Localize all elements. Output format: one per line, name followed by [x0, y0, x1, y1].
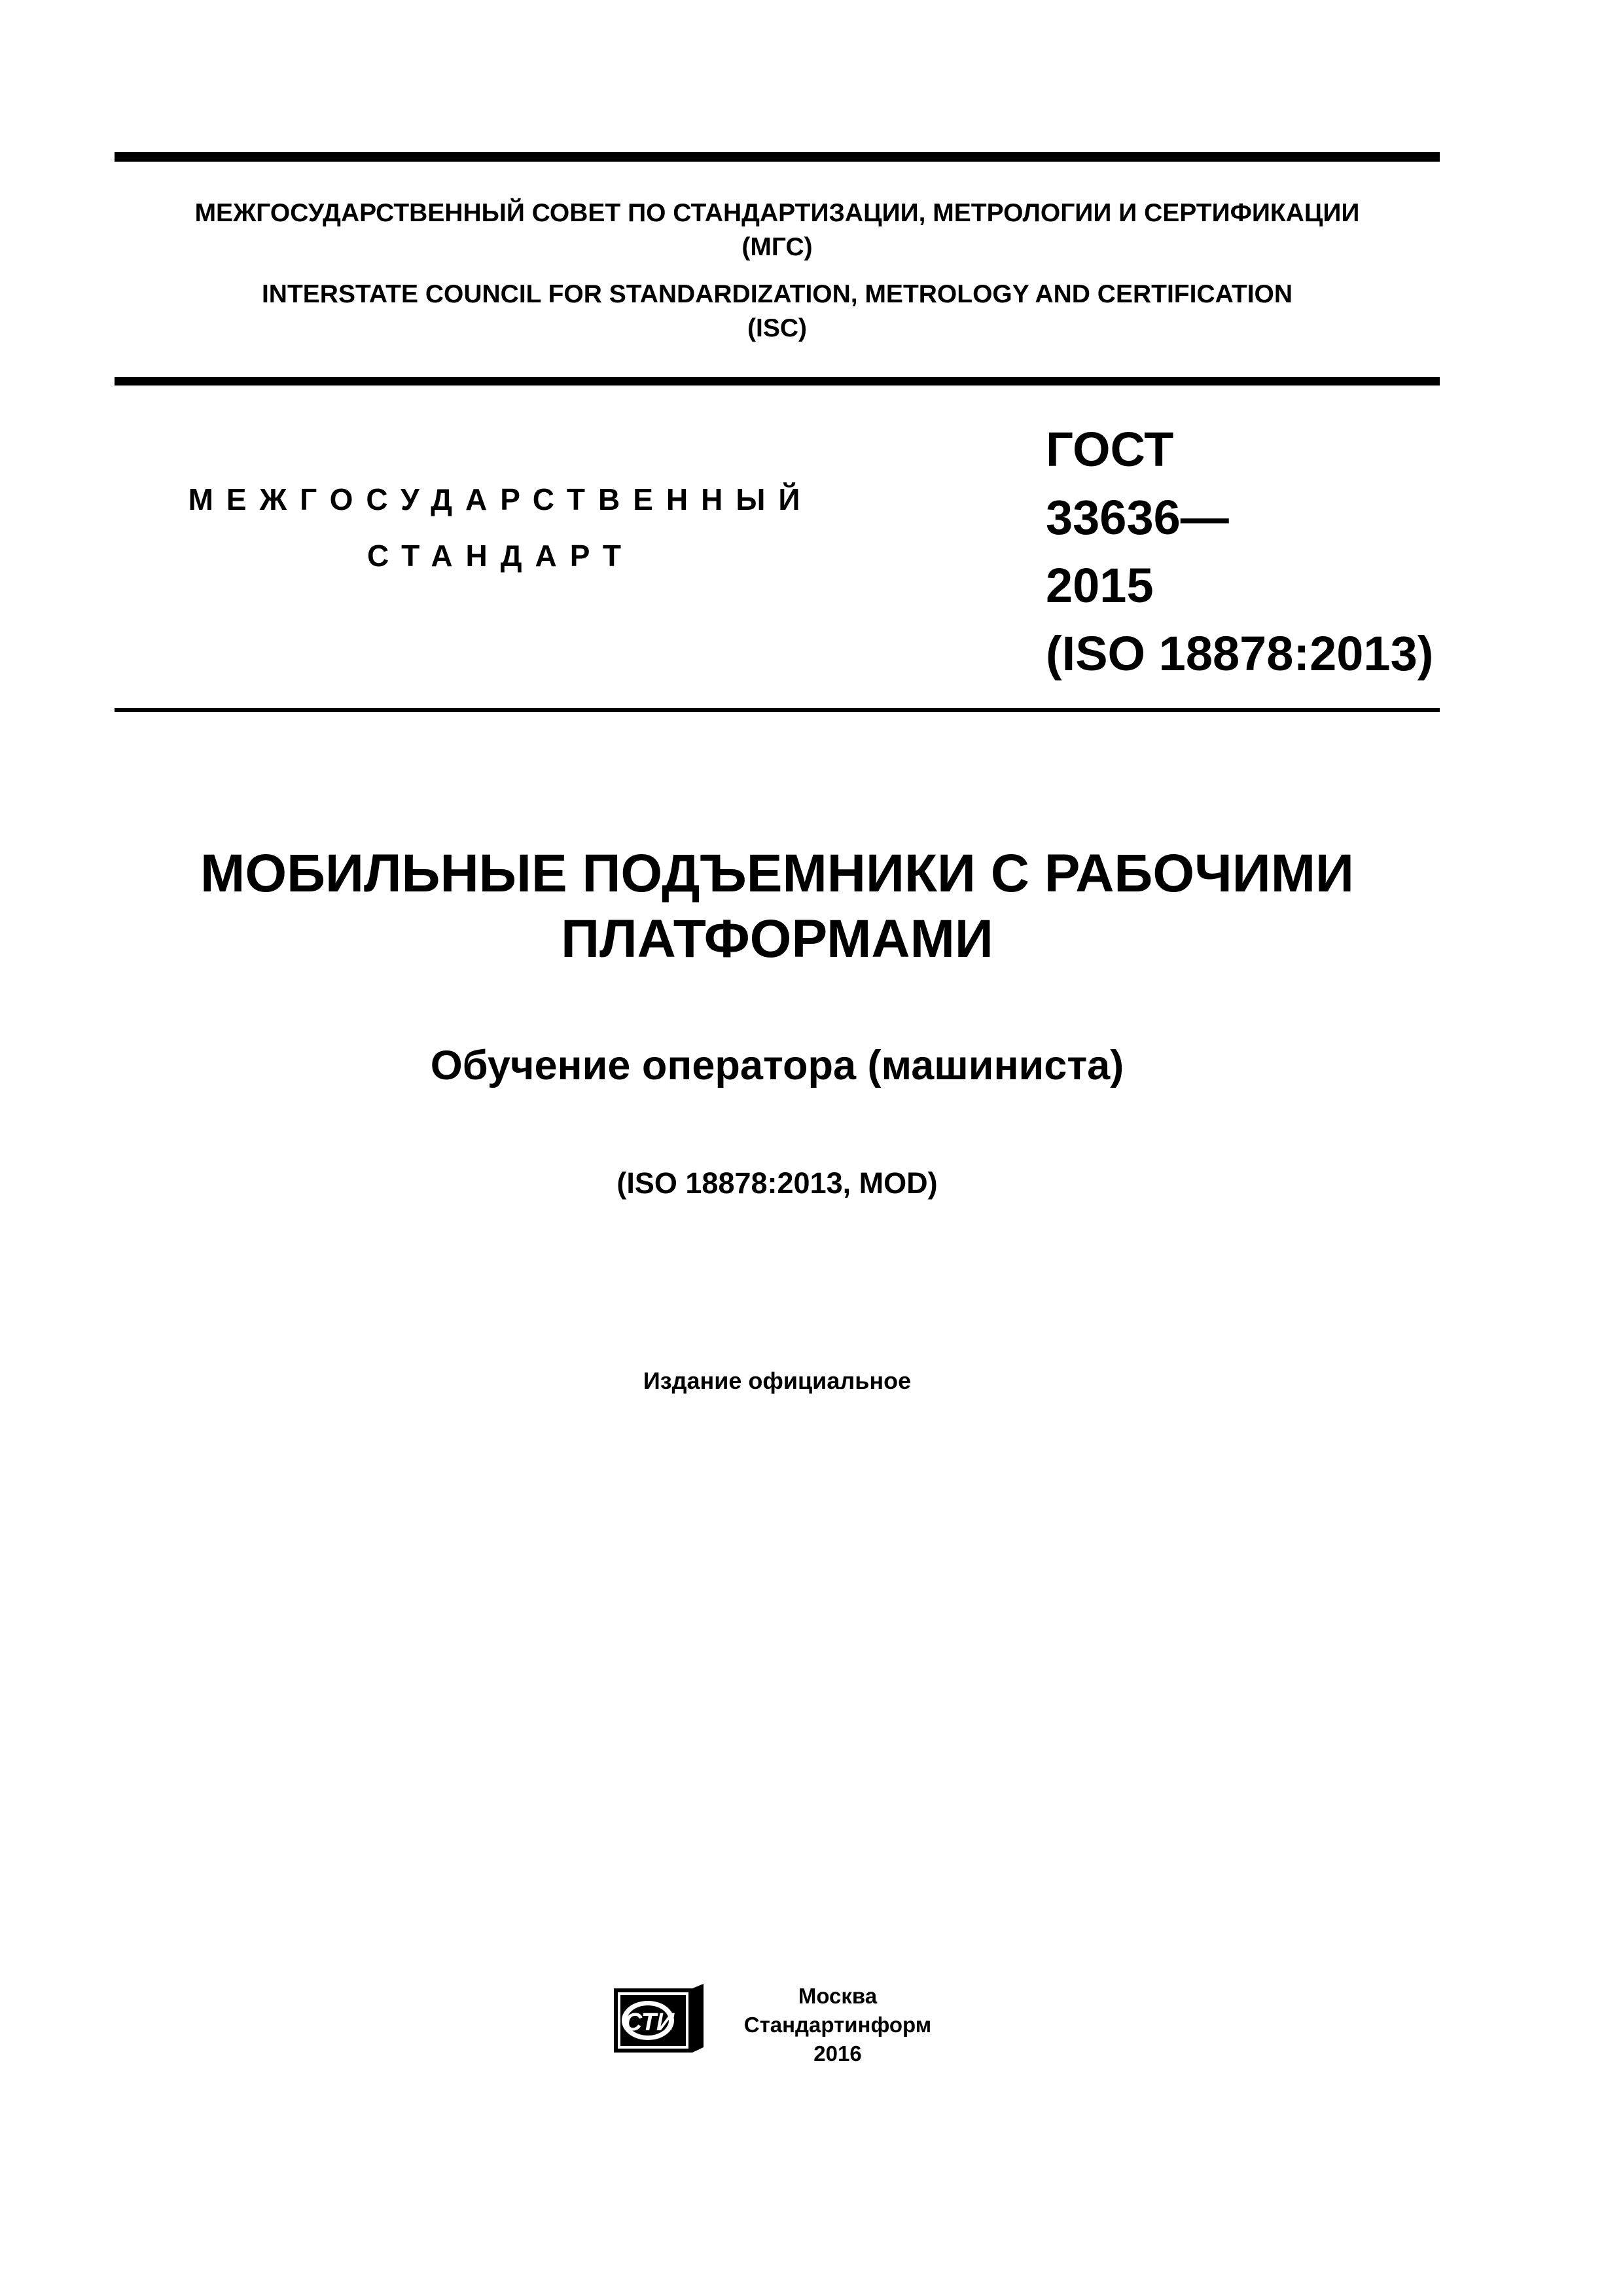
svg-text:СТИ: СТИ	[624, 2009, 675, 2036]
iso-reference: (ISO 18878:2013, MOD)	[616, 1166, 938, 1200]
edition-note: Издание официальное	[643, 1367, 912, 1394]
publisher-year: 2016	[813, 2041, 862, 2066]
document-title-line1: МОБИЛЬНЫЕ ПОДЪЕМНИКИ С РАБОЧИМИ	[200, 844, 1354, 903]
document-title	[115, 841, 1440, 972]
standard-kind	[157, 471, 844, 584]
council-name-ru: МЕЖГОСУДАРСТВЕННЫЙ СОВЕТ ПО СТАНДАРТИЗАЦИИ, МЕТРОЛОГИИ И СЕРТИФИКАЦИИ	[194, 199, 1360, 227]
document-subtitle: Обучение оператора (машиниста)	[430, 1043, 1124, 1088]
document-title-line2: ПЛАТФОРМАМИ	[561, 909, 993, 969]
standard-designation	[1046, 416, 1438, 688]
bottom-rule	[115, 708, 1440, 712]
standard-kind-line2: СТАНДАРТ	[367, 539, 634, 573]
designation-gost: ГОСТ	[1046, 422, 1174, 476]
designation-number: 33636—	[1046, 490, 1229, 545]
middle-rule	[115, 377, 1440, 386]
top-rule	[115, 152, 1440, 162]
standard-kind-line1: МЕЖГОСУДАРСТВЕННЫЙ	[188, 482, 813, 516]
designation-iso: (ISO 18878:2013)	[1046, 626, 1434, 681]
standartinform-logo-icon	[609, 1982, 707, 2057]
publisher-name: Стандартинформ	[743, 2013, 932, 2037]
council-header	[115, 196, 1440, 346]
council-abbr-en: (ISC)	[747, 314, 807, 342]
council-abbr-ru: (МГС)	[741, 233, 813, 261]
designation-year: 2015	[1046, 558, 1154, 613]
council-name-en: INTERSTATE COUNCIL FOR STANDARDIZATION, METROLOGY AND CERTIFICATION	[261, 280, 1293, 308]
publisher-imprint	[713, 1982, 962, 2068]
publisher-city: Москва	[798, 1984, 878, 2008]
